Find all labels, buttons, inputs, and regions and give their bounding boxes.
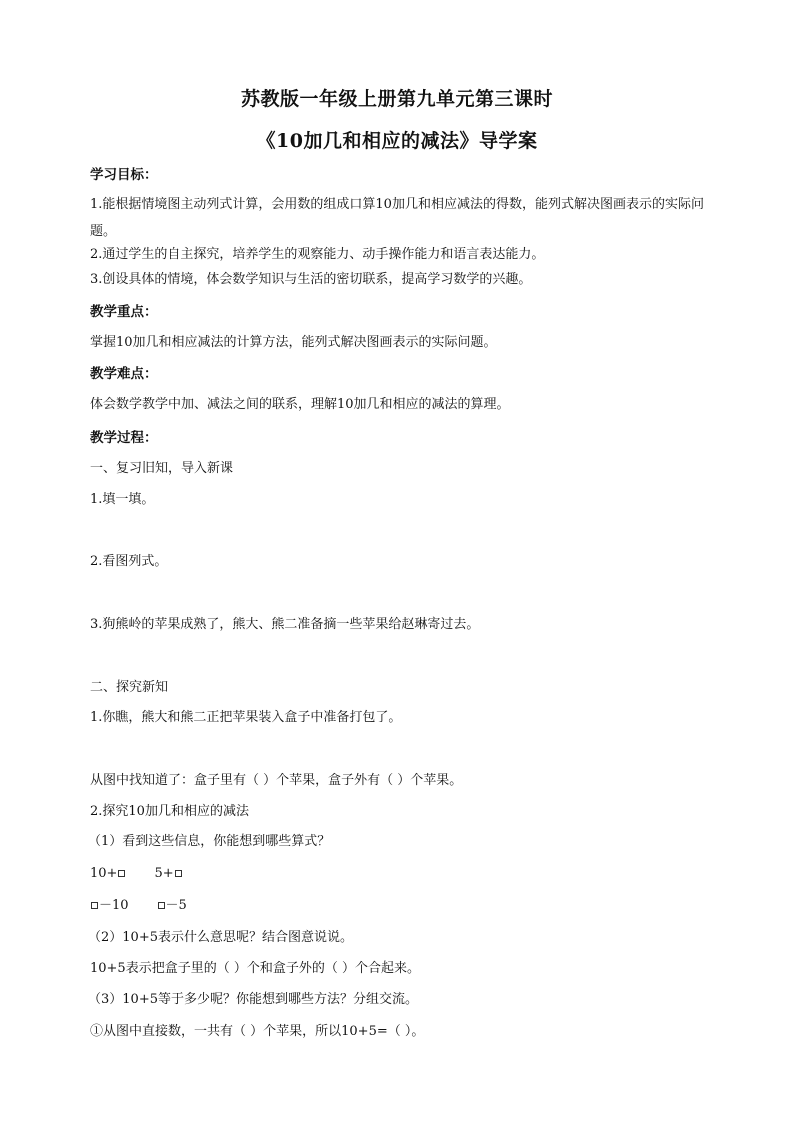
question-1: （1）看到这些信息，你能想到哪些算式？ [88,834,331,849]
expression-minus-5: －5 [165,898,187,913]
blank-box-icon [175,870,182,877]
part2-item-1: 1.你瞧，熊大和熊二正把苹果装入盒子中准备打包了。 [90,710,402,725]
objectives-heading: 学习目标： [90,167,158,183]
part2-title: 二、探究新知 [90,680,169,695]
part2-item-2: 2.探究10加几和相应的减法 [90,804,249,819]
blank-box-icon [118,870,125,877]
question-3: （3）10+5等于多少呢？你能想到哪些方法？分组交流。 [88,992,418,1007]
key-points-text: 掌握10加几和相应减法的计算方法，能列式解决图画表示的实际问题。 [90,335,497,350]
difficulties-text: 体会数学教学中加、减法之间的联系，理解10加几和相应的减法的算理。 [90,397,510,412]
part1-title: 一、复习旧知，导入新课 [90,461,234,476]
process-heading: 教学过程： [90,430,158,446]
part2-fill-1: 从图中找知道了：盒子里有（ ）个苹果，盒子外有（ ）个苹果。 [90,773,463,788]
part1-item-3: 3.狗熊岭的苹果成熟了，熊大、熊二准备摘一些苹果给赵琳寄过去。 [90,617,480,632]
document-title: 苏教版一年级上册第九单元第三课时 [240,88,553,110]
question-2: （2）10+5表示什么意思呢？结合图意说说。 [88,930,353,945]
objective-item-1: 1.能根据情境图主动列式计算，会用数的组成口算10加几和相应减法的得数，能列式解决图画表示的实际问题。 [90,197,704,239]
blank-box-icon [158,902,165,909]
difficulties-heading: 教学难点： [90,366,158,382]
objective-item-3: 3.创设具体的情境，体会数学知识与生活的密切联系，提高学习数学的兴趣。 [90,272,532,287]
expression-minus-10: －10 [99,898,129,913]
expression-row-addition [90,861,720,887]
part1-item-1: 1.填一填。 [90,492,155,507]
objective-item-2: 2.通过学生的自主探究，培养学生的观察能力、动手操作能力和语言表达能力。 [90,247,545,262]
answer-2: 10+5表示把盒子里的（ ）个和盒子外的（ ）个合起来。 [90,961,420,976]
part1-item-2: 2.看图列式。 [90,554,168,569]
expression-row-subtraction [90,893,720,919]
expression-5-plus: 5+ [154,866,174,881]
answer-3: ①从图中直接数，一共有（ ）个苹果，所以10+5=（ ）。 [90,1024,425,1039]
key-points-heading: 教学重点： [90,304,158,320]
expression-10-plus: 10+ [90,866,118,881]
blank-box-icon [91,902,98,909]
document-subtitle: 《10加几和相应的减法》导学案 [256,130,538,152]
